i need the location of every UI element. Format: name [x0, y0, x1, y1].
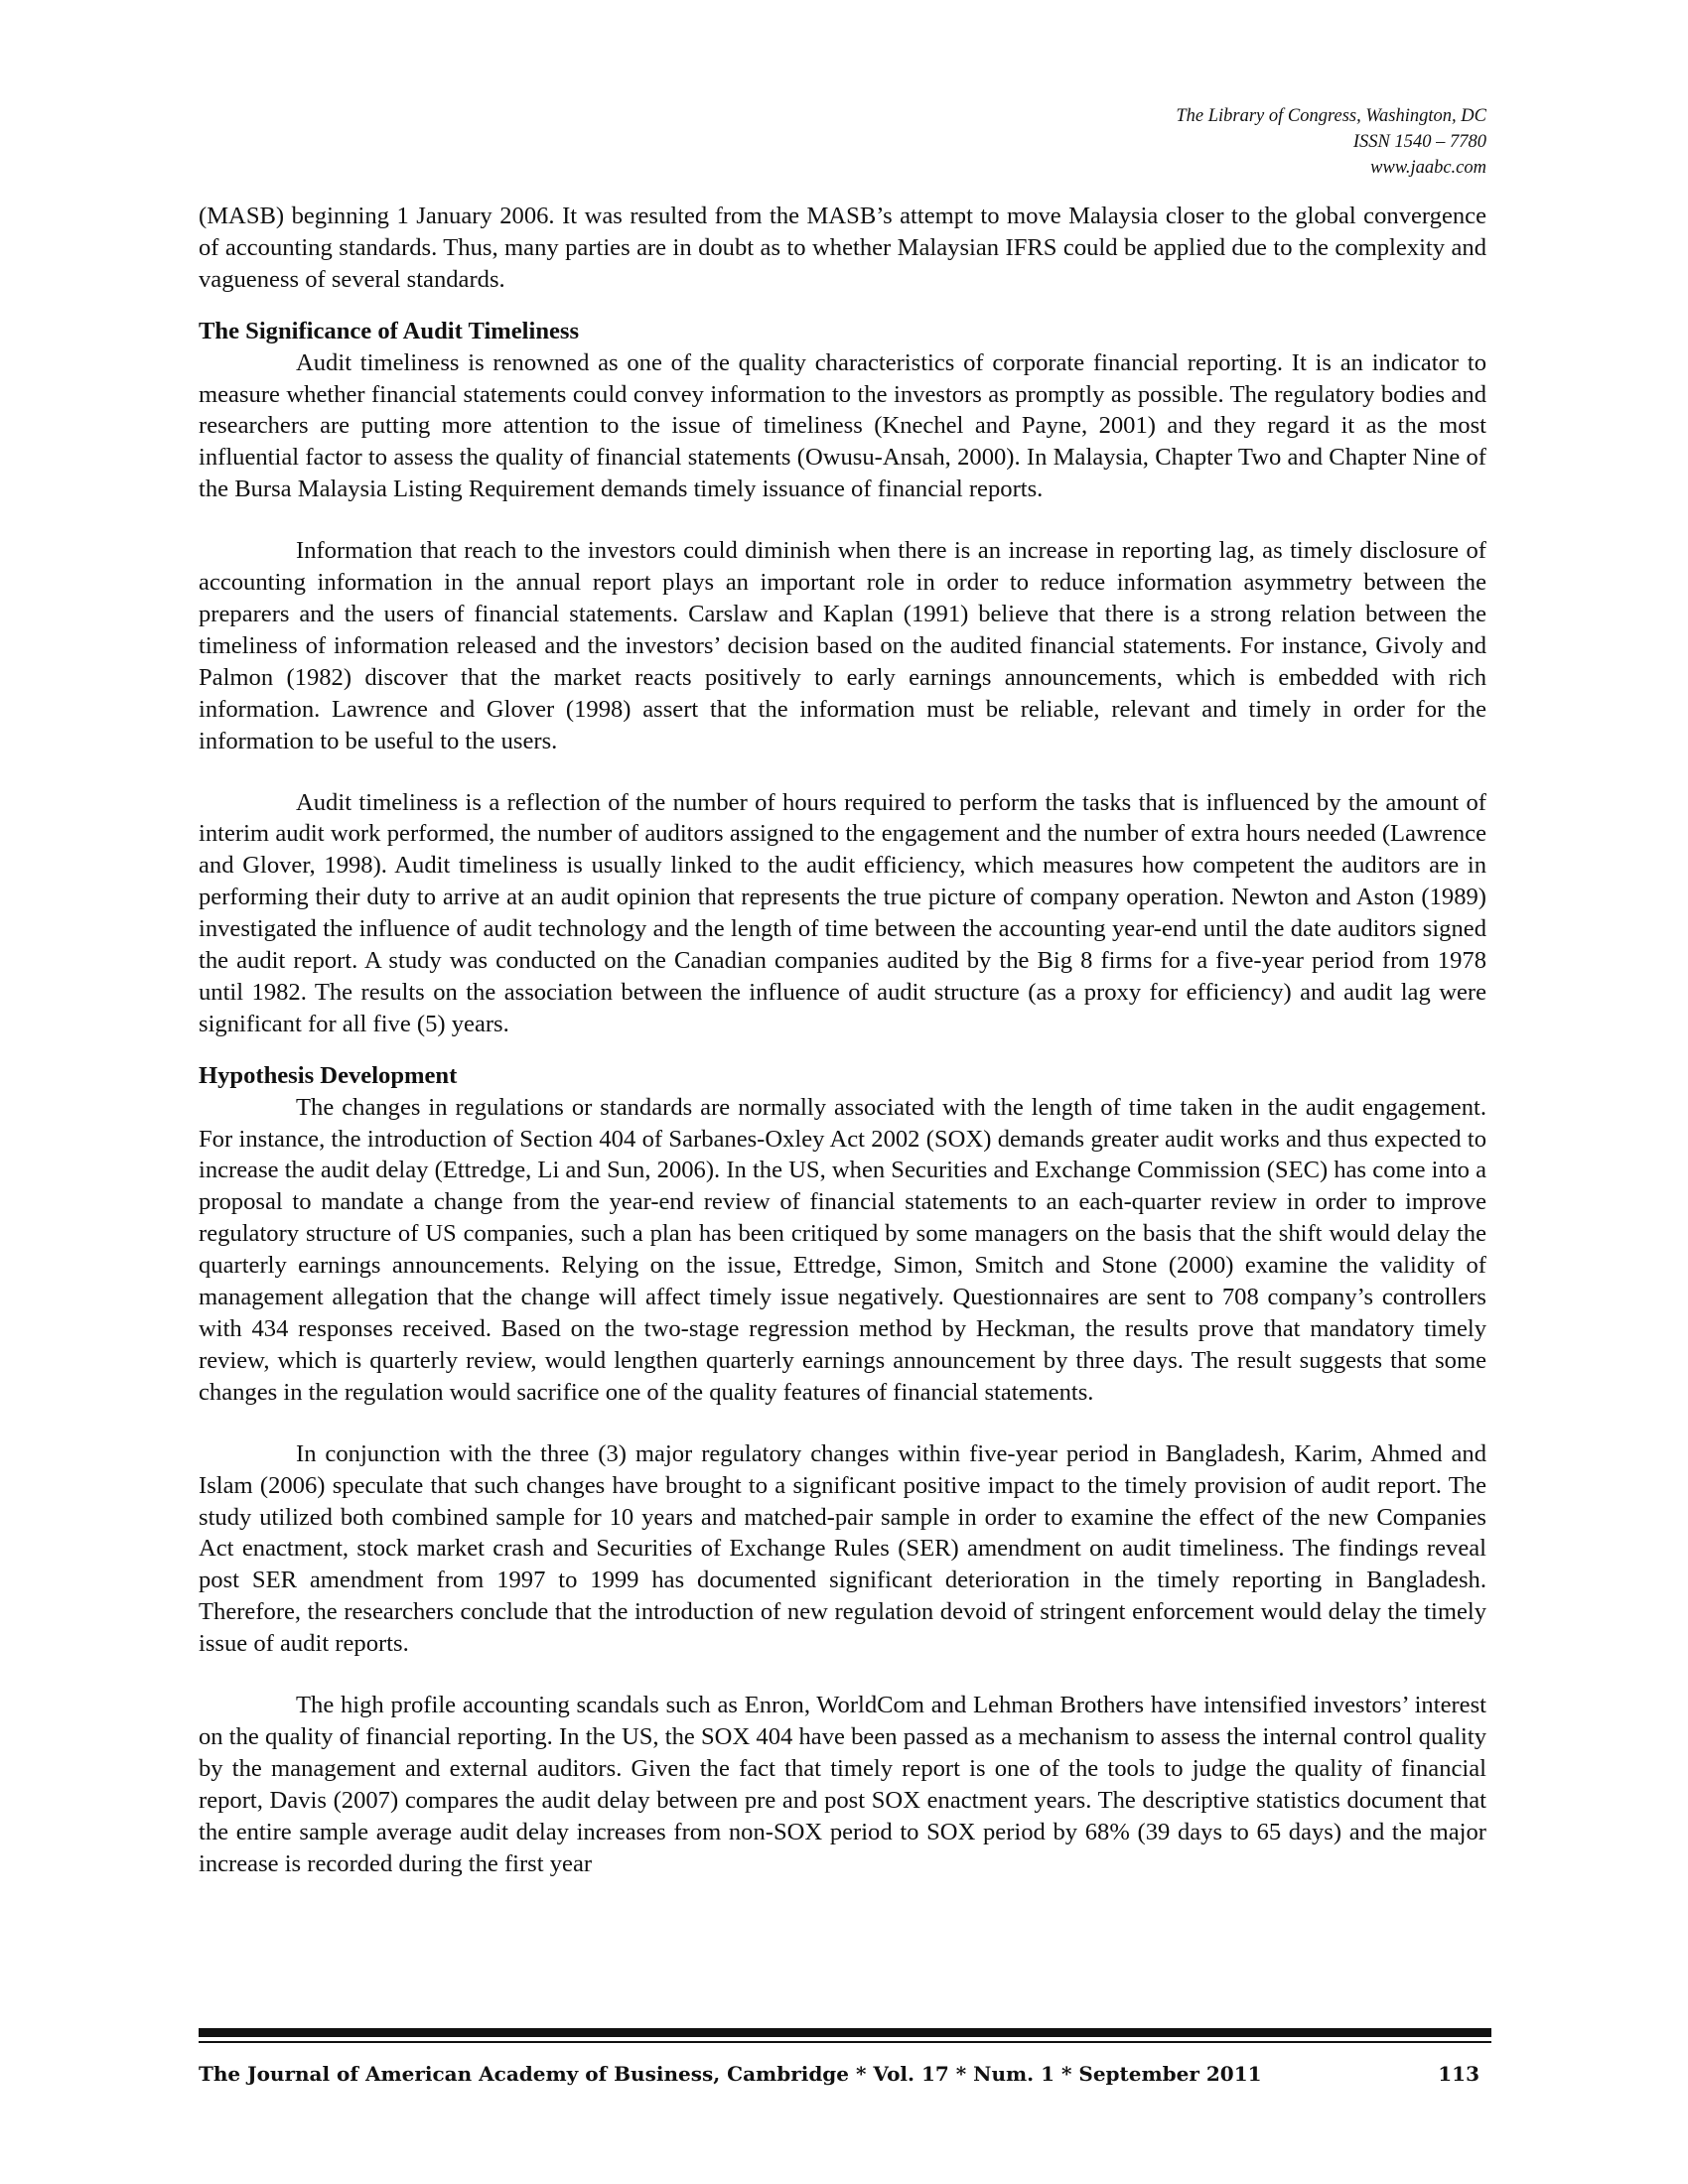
paragraph-sox-scandals: The high profile accounting scandals such as Enron, WorldCom and Lehman Brothers have intensified investors’ interest on the quality of financial reporting. In the US, the SOX 404 have been passed as a mechanism to assess the internal control quality by the management and external auditors. Given the fact that timely report is one of the tools to judge the quality of financial report, Davis (2007) compares the audit delay between pre and post SOX enactment years. The descriptive statistics document that the entire sample average audit delay increases from non-SOX period to SOX period by 68% (39 days to 65 days) and the major increase is recorded during the first year: [199, 1692, 1486, 1877]
paragraph-audit-timeliness-intro: Audit timeliness is renowned as one of the quality characteristics of corporate financial reporting. It is an indicator to measure whether financial statements could convey information to the investors as promptly as possible. The regulatory bodies and researchers are putting more attention to the issue of timeliness (Knechel and Payne, 2001) and they regard it as the most influential factor to assess the quality of financial statements (Owusu-Ansah, 2000). In Malaysia, Chapter Two and Chapter Nine of the Bursa Malaysia Listing Requirement demands timely issuance of financial reports.: [199, 348, 1486, 503]
footer-rule-thin: [199, 2041, 1491, 2043]
paragraph-reporting-lag: Information that reach to the investors could diminish when there is an increase in reporting lag, as timely disclosure of accounting information in the annual report plays an important role in order to reduce information asymmetry between the preparers and the users of financial statements. Carslaw and Kaplan (1991) believe that there is a strong relation between the timeliness of information released and the investors’ decision based on the audited financial statements. For instance, Givoly and Palmon (1982) discover that the market reacts positively to early earnings announcements, which is embedded with rich information. Lawrence and Glover (1998) assert that the information must be reliable, relevant and timely in order for the information to be useful to the users.: [199, 537, 1486, 754]
article-body: [199, 201, 1486, 1880]
section-heading-hypothesis-development: Hypothesis Development: [199, 1061, 458, 1089]
paragraph-audit-efficiency: Audit timeliness is a reflection of the number of hours required to perform the tasks that is influenced by the amount of interim audit work performed, the number of auditors assigned to the engagement and the number of extra hours needed (Lawrence and Glover, 1998). Audit timeliness is usually linked to the audit efficiency, which measures how competent the auditors are in performing their duty to arrive at an audit opinion that represents the true picture of company operation. Newton and Aston (1989) investigated the influence of audit technology and the length of time between the accounting year-end until the date auditors signed the audit report. A study was conducted on the Canadian companies audited by the Big 8 firms for a five-year period from 1978 until 1982. The results on the association between the influence of audit structure (as a proxy for efficiency) and audit lag were significant for all five (5) years.: [199, 788, 1486, 1037]
section-heading-audit-timeliness: The Significance of Audit Timeliness: [199, 317, 580, 344]
running-header: [1176, 103, 1486, 181]
paragraph-masb-continuation: (MASB) beginning 1 January 2006. It was resulted from the MASB’s attempt to move Malaysia closer to the global convergence of accounting standards. Thus, many parties are in doubt as to whether Malaysian IFRS could be applied due to the complexity and vagueness of several standards.: [199, 203, 1486, 293]
page-number: 113: [1438, 2062, 1479, 2086]
footer-journal-citation: The Journal of American Academy of Business, Cambridge * Vol. 17 * Num. 1 * September 2011: [199, 2062, 1262, 2086]
header-issn: ISSN 1540 – 7780: [1352, 132, 1486, 152]
paragraph-bangladesh-study: In conjunction with the three (3) major regulatory changes within five-year period in Bangladesh, Karim, Ahmed and Islam (2006) speculate that such changes have brought to a significant positive impact to the timely provision of audit report. The study utilized both combined sample for 10 years and matched-pair sample in order to examine the effect of the new Companies Act enactment, stock market crash and Securities of Exchange Rules (SER) amendment on audit timeliness. The findings reveal post SER amendment from 1997 to 1999 has documented significant deterioration in the timely reporting in Bangladesh. Therefore, the researchers conclude that the introduction of new regulation devoid of stringent enforcement would delay the timely issue of audit reports.: [199, 1439, 1486, 1658]
paragraph-regulation-changes: The changes in regulations or standards are normally associated with the length of time taken in the audit engagement. For instance, the introduction of Section 404 of Sarbanes-Oxley Act 2002 (SOX) demands greater audit works and thus expected to increase the audit delay (Ettredge, Li and Sun, 2006). In the US, when Securities and Exchange Commission (SEC) has come into a proposal to mandate a change from the year-end review of financial statements to an each-quarter review in order to improve regulatory structure of US companies, such a plan has been critiqued by some managers on the basis that the shift would delay the quarterly earnings announcements. Relying on the issue, Ettredge, Simon, Smitch and Stone (2000) examine the validity of management allegation that the change will affect timely issue negatively. Questionnaires are sent to 708 company’s controllers with 434 responses received. Based on the two-stage regression method by Heckman, the results prove that mandatory timely review, which is quarterly review, would lengthen quarterly earnings announcement by three days. The result suggests that some changes in the regulation would sacrifice one of the quality features of financial statements.: [199, 1093, 1487, 1406]
footer-rule-thick: [199, 2028, 1491, 2037]
header-website: www.jaabc.com: [1370, 158, 1486, 178]
header-library: The Library of Congress, Washington, DC: [1176, 106, 1486, 126]
